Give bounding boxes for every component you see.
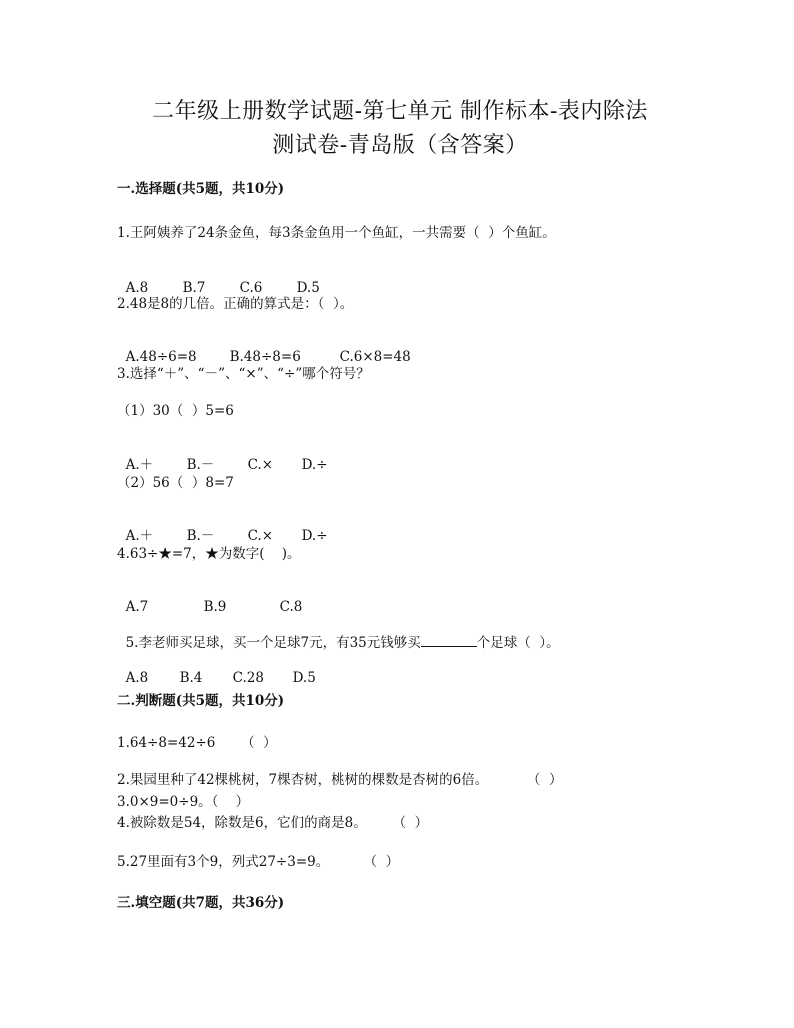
option: B.－: [186, 528, 215, 544]
judge-question-4: 4.被除数是54，除数是6，它们的商是8。 （ ）: [117, 815, 429, 831]
choice-question-4: 4.63÷★=7，★为数字( )。: [117, 546, 301, 562]
choice-question-2: 2.48是8的几倍。正确的算式是：（ ）。: [117, 296, 354, 312]
section-heading-choice: 一.选择题(共5题，共10分): [117, 181, 285, 197]
option: A.7: [125, 599, 149, 615]
choice-question-3: 3.选择“＋”、“－”、“×”、“÷”哪个符号？: [117, 366, 370, 382]
choice-question-3-sub-1-options: [117, 438, 328, 474]
option: C.×: [247, 457, 274, 473]
option: A.8: [125, 280, 149, 296]
title-line-1: 二年级上册数学试题-第七单元 制作标本-表内除法: [152, 99, 648, 124]
question-text: 5.李老师买足球，买一个足球7元，有35元钱够买: [125, 635, 421, 651]
choice-question-1-options: [117, 261, 320, 297]
option: C.6×8=48: [339, 349, 411, 365]
answer-blank: [421, 633, 477, 647]
section-heading-fill: 三.填空题(共7题，共36分): [117, 895, 285, 911]
question-text: 个足球（ ）。: [476, 635, 560, 651]
option: B.7: [182, 280, 206, 296]
option: C.28: [232, 670, 264, 686]
section-heading-judge: 二.判断题(共5题，共10分): [117, 693, 285, 709]
option: A.＋: [125, 528, 154, 544]
choice-question-1: 1.王阿姨养了24条金鱼，每3条金鱼用一个鱼缸，一共需要（ ）个鱼缸。: [117, 225, 556, 241]
option: A.48÷6=8: [125, 349, 197, 365]
choice-question-2-options: [117, 330, 411, 366]
judge-question-2: 2.果园里种了42棵桃树，7棵杏树，桃树的棵数是杏树的6倍。 （ ）: [117, 772, 563, 788]
choice-question-3-sub-1: （1）30（ ）5=6: [117, 403, 234, 419]
choice-question-3-sub-2: （2）56（ ）8=7: [117, 475, 234, 491]
choice-question-3-sub-2-options: [117, 509, 328, 545]
option: B.－: [186, 457, 215, 473]
option: C.6: [239, 280, 263, 296]
title-line-2: 测试卷-青岛版（含答案）: [272, 133, 528, 158]
option: D.÷: [301, 457, 328, 473]
option: A.＋: [125, 457, 154, 473]
choice-question-5-options: [117, 651, 316, 687]
option: B.4: [179, 670, 203, 686]
judge-question-3: 3.0×9=0÷9。（ ）: [117, 794, 250, 810]
option: A.8: [125, 670, 149, 686]
judge-question-1: 1.64÷8=42÷6 （ ）: [117, 735, 277, 751]
option: D.5: [296, 280, 320, 296]
option: C.×: [247, 528, 274, 544]
judge-question-5: 5.27里面有3个9，列式27÷3=9。 （ ）: [117, 854, 400, 870]
option: C.8: [279, 599, 303, 615]
option: D.÷: [301, 528, 328, 544]
choice-question-5: [117, 615, 560, 652]
choice-question-4-options: [117, 580, 302, 616]
option: B.9: [203, 599, 227, 615]
option: B.48÷8=6: [229, 349, 301, 365]
option: D.5: [292, 670, 316, 686]
